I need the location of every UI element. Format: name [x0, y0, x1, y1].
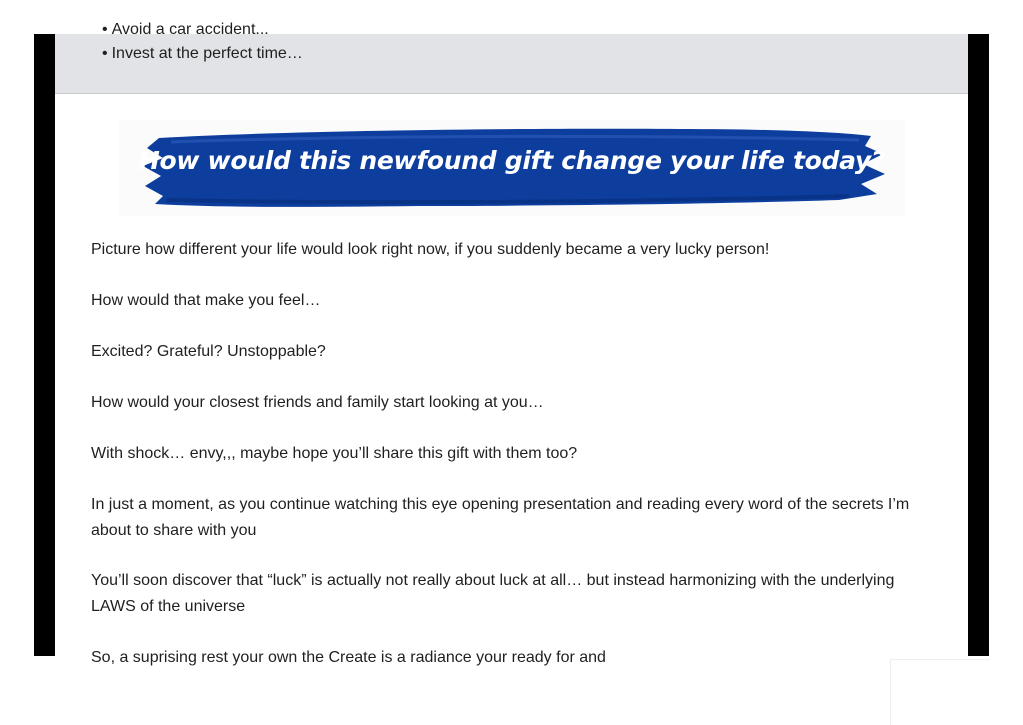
list-item-label: Avoid a car accident...	[111, 21, 269, 38]
page-frame-left	[34, 34, 55, 656]
body-paragraph: In just a moment, as you continue watching this eye opening presentation and reading every word of the secrets I’m about to share with you	[91, 496, 910, 539]
page-frame-right	[968, 34, 989, 656]
body-paragraph: How would that make you feel…	[91, 292, 321, 309]
list-item	[102, 45, 303, 63]
benefits-list-section	[55, 21, 968, 94]
body-paragraph: Excited? Grateful? Unstoppable?	[91, 343, 326, 360]
body-paragraph: You’ll soon discover that “luck” is actually not really about luck at all… but instead harmonizing with the underlying LAWS of the universe	[91, 572, 895, 615]
corner-widget-placeholder	[890, 659, 990, 725]
body-paragraph-cut-off: So, a suprising rest your own the Create is a radiance your ready for and	[91, 649, 606, 666]
headline-banner	[119, 120, 905, 216]
body-paragraph: With shock… envy,,, maybe hope you’ll share this gift with them too?	[91, 445, 578, 462]
bullet-icon: •	[102, 45, 108, 62]
body-paragraph: How would your closest friends and family start looking at you…	[91, 394, 544, 411]
headline-text: How would this newfound gift change your life today?	[138, 146, 886, 175]
bullet-icon: •	[102, 21, 108, 38]
body-paragraph: Picture how different your life would look right now, if you suddenly became a very lucky person!	[91, 241, 770, 258]
sales-page-content	[55, 21, 968, 666]
list-item-label: Invest at the perfect time…	[111, 45, 303, 62]
list-item	[102, 21, 269, 39]
